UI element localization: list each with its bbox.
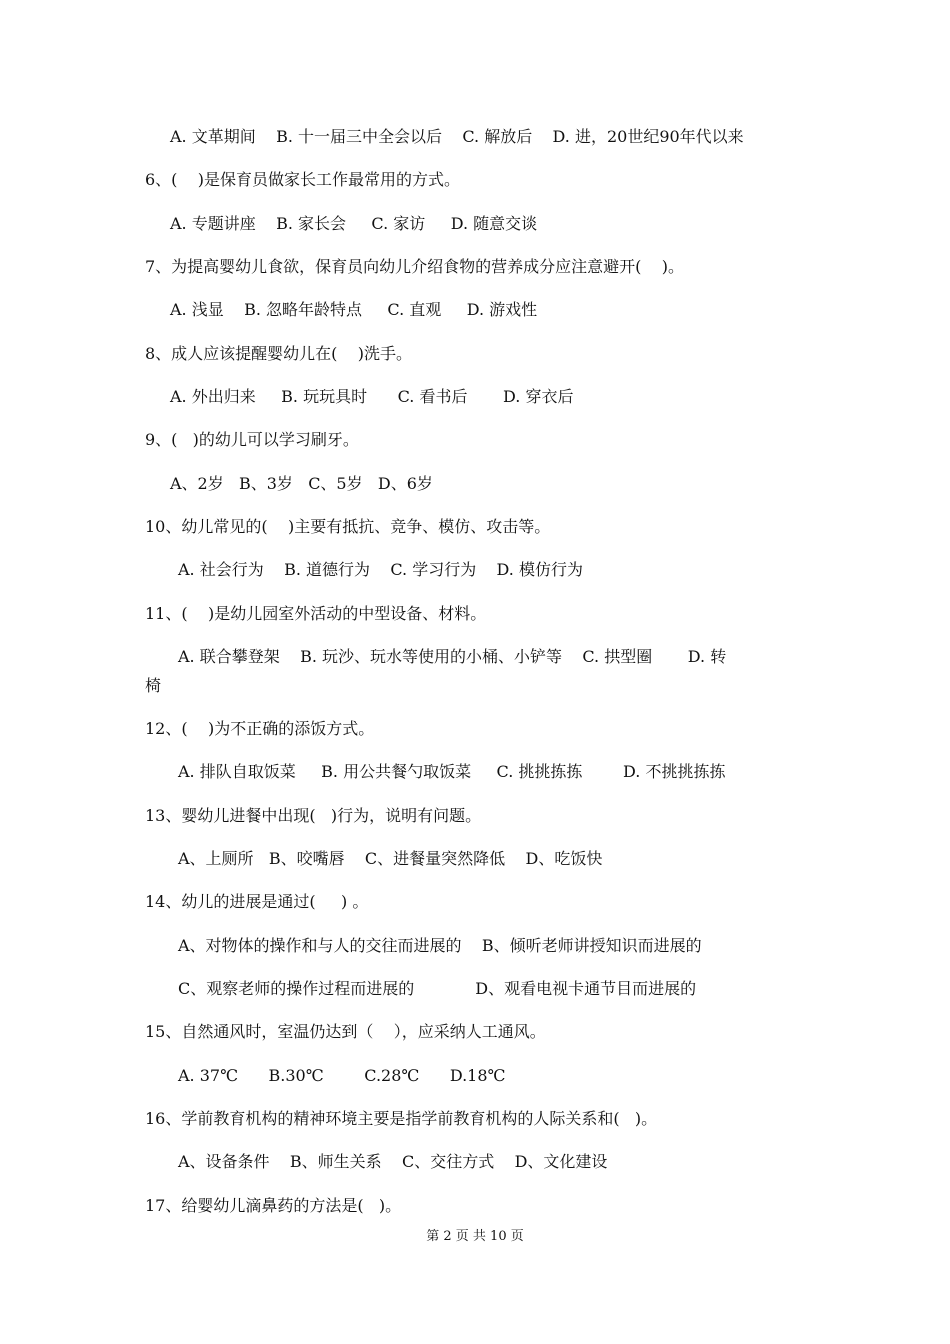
q14-option-cd: C、观察老师的操作过程而进展的 D、观看电视卡通节目而进展的 bbox=[178, 979, 697, 998]
page-footer: 第 2 页 共 10 页 bbox=[426, 1229, 524, 1244]
q15-options: A. 37℃ B.30℃ C.28℃ D.18℃ bbox=[178, 1066, 506, 1085]
q16-question: 16、学前教育机构的精神环境主要是指学前教育机构的人际关系和( )。 bbox=[145, 1109, 658, 1128]
q10-question: 10、幼儿常见的( )主要有抵抗、竞争、模仿、攻击等。 bbox=[145, 517, 551, 536]
q6-options: A. 专题讲座 B. 家长会 C. 家访 D. 随意交谈 bbox=[170, 214, 538, 233]
q11-question: 11、( )是幼儿园室外活动的中型设备、材料。 bbox=[145, 604, 487, 623]
q15-question: 15、自然通风时，室温仍达到（ ），应采纳人工通风。 bbox=[145, 1022, 546, 1041]
q9-options: A、2岁 B、3岁 C、5岁 D、6岁 bbox=[170, 474, 433, 493]
q8-question: 8、成人应该提醒婴幼儿在( )洗手。 bbox=[145, 344, 413, 363]
q12-options: A. 排队自取饭菜 B. 用公共餐勺取饭菜 C. 挑挑拣拣 D. 不挑挑拣拣 bbox=[178, 762, 726, 781]
q13-options: A、上厕所 B、咬嘴唇 C、进餐量突然降低 D、吃饭快 bbox=[178, 849, 603, 868]
q6-question: 6、( )是保育员做家长工作最常用的方式。 bbox=[145, 170, 461, 189]
q5-options: A. 文革期间 B. 十一届三中全会以后 C. 解放后 D. 进，20世纪90年代以来 bbox=[170, 127, 744, 146]
q14-question: 14、幼儿的进展是通过( ) 。 bbox=[145, 892, 369, 911]
q8-options: A. 外出归来 B. 玩玩具时 C. 看书后 D. 穿衣后 bbox=[170, 387, 574, 406]
q16-options: A、设备条件 B、师生关系 C、交往方式 D、文化建设 bbox=[178, 1152, 608, 1171]
q10-options: A. 社会行为 B. 道德行为 C. 学习行为 D. 模仿行为 bbox=[178, 560, 583, 579]
q11-options: A. 联合攀登架 B. 玩沙、玩水等使用的小桶、小铲等 C. 拱型圈 D. 转 bbox=[178, 647, 727, 666]
q7-options: A. 浅显 B. 忽略年龄特点 C. 直观 D. 游戏性 bbox=[170, 300, 538, 319]
q17-question: 17、给婴幼儿滴鼻药的方法是( )。 bbox=[145, 1196, 402, 1215]
q9-question: 9、( )的幼儿可以学习刷牙。 bbox=[145, 430, 359, 449]
q14-option-ab: A、对物体的操作和与人的交往而进展的 B、倾听老师讲授知识而进展的 bbox=[178, 936, 702, 955]
q12-question: 12、( )为不正确的添饭方式。 bbox=[145, 719, 375, 738]
q11-options-wrap: 椅 bbox=[145, 676, 162, 695]
q13-question: 13、婴幼儿进餐中出现( )行为，说明有问题。 bbox=[145, 806, 482, 825]
q7-question: 7、为提高婴幼儿食欲，保育员向幼儿介绍食物的营养成分应注意避开( )。 bbox=[145, 257, 685, 276]
